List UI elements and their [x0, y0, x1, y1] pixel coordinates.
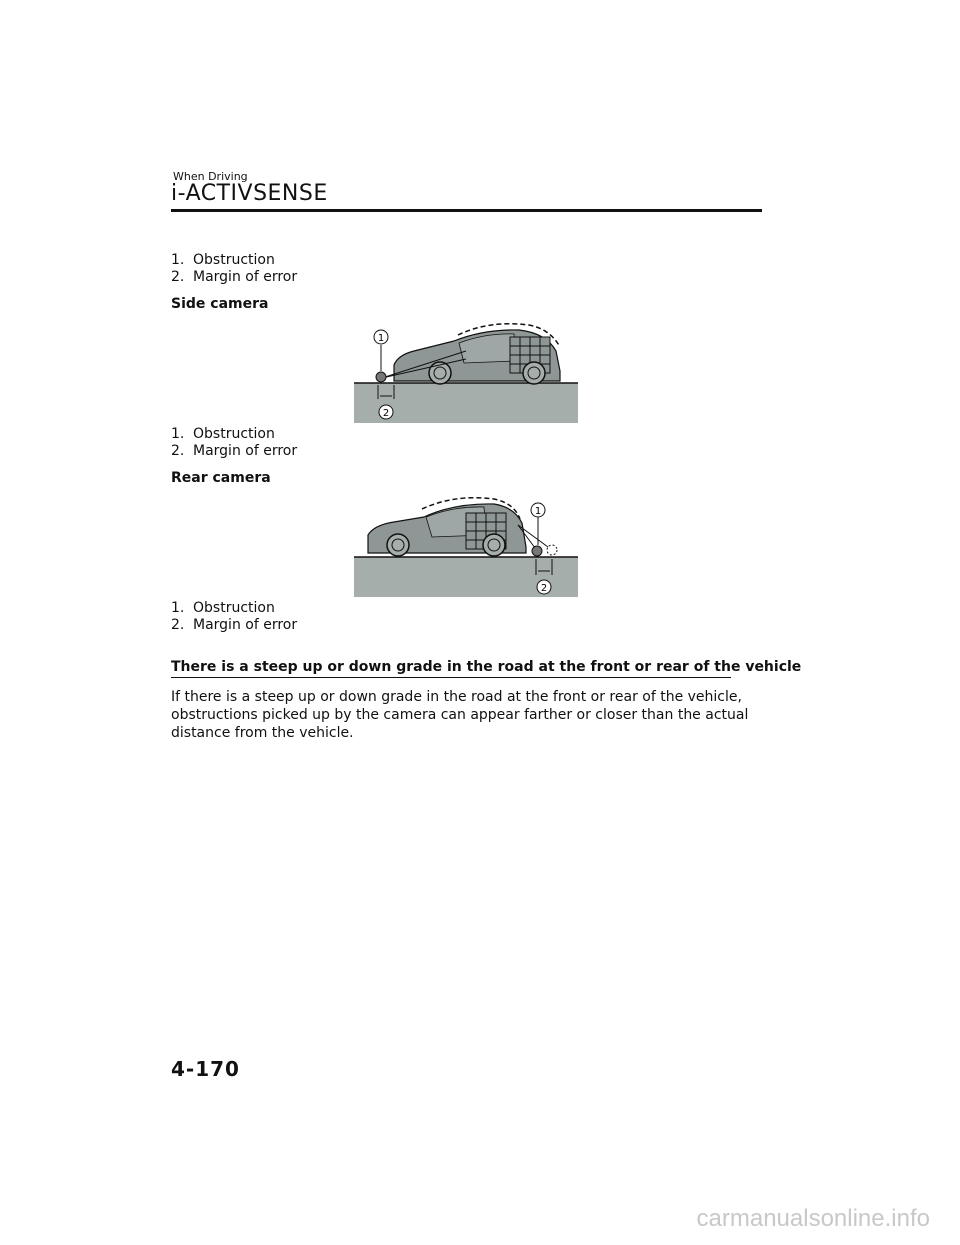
rear-wheel: [483, 534, 505, 556]
side-camera-diagram: [354, 321, 578, 423]
header-rule: [171, 209, 762, 212]
side-camera-title: Side camera: [171, 296, 269, 312]
svg-text:1: 1: [534, 506, 542, 517]
rear-camera-title: Rear camera: [171, 470, 271, 486]
front-wheel: [387, 534, 409, 556]
grade-paragraph: If there is a steep up or down grade in the road at the front or rear of the vehicle, obstructions picked up by the camera can appear farther or closer than the actual distance from the vehicle.: [171, 689, 749, 741]
list-item: 1. Obstruction: [171, 600, 275, 616]
legend-list-top: [171, 252, 297, 286]
list-item: 2. Margin of error: [171, 269, 298, 285]
watermark: carmanualsonline.info: [696, 1205, 930, 1232]
section-title: i-ACTIVSENSE: [171, 181, 328, 206]
rear-camera-diagram: [354, 495, 578, 597]
rear-wheel: [523, 362, 545, 384]
legend-list-rear: [171, 600, 297, 634]
obstruction-marker: [376, 372, 386, 382]
list-item: 2. Margin of error: [171, 617, 298, 633]
svg-text:1: 1: [377, 333, 385, 344]
legend-list-side: [171, 426, 297, 460]
grade-heading: There is a steep up or down grade in the road at the front or rear of the vehicle: [171, 659, 802, 675]
list-item: 2. Margin of error: [171, 443, 298, 459]
list-item: 1. Obstruction: [171, 426, 275, 442]
svg-text:2: 2: [382, 408, 390, 419]
grade-heading-underline: [171, 677, 731, 678]
svg-text:2: 2: [540, 583, 548, 594]
section-label: When Driving: [173, 170, 248, 183]
list-item: 1. Obstruction: [171, 252, 275, 268]
page-number: 4-170: [171, 1057, 240, 1081]
obstruction-marker: [532, 546, 542, 556]
